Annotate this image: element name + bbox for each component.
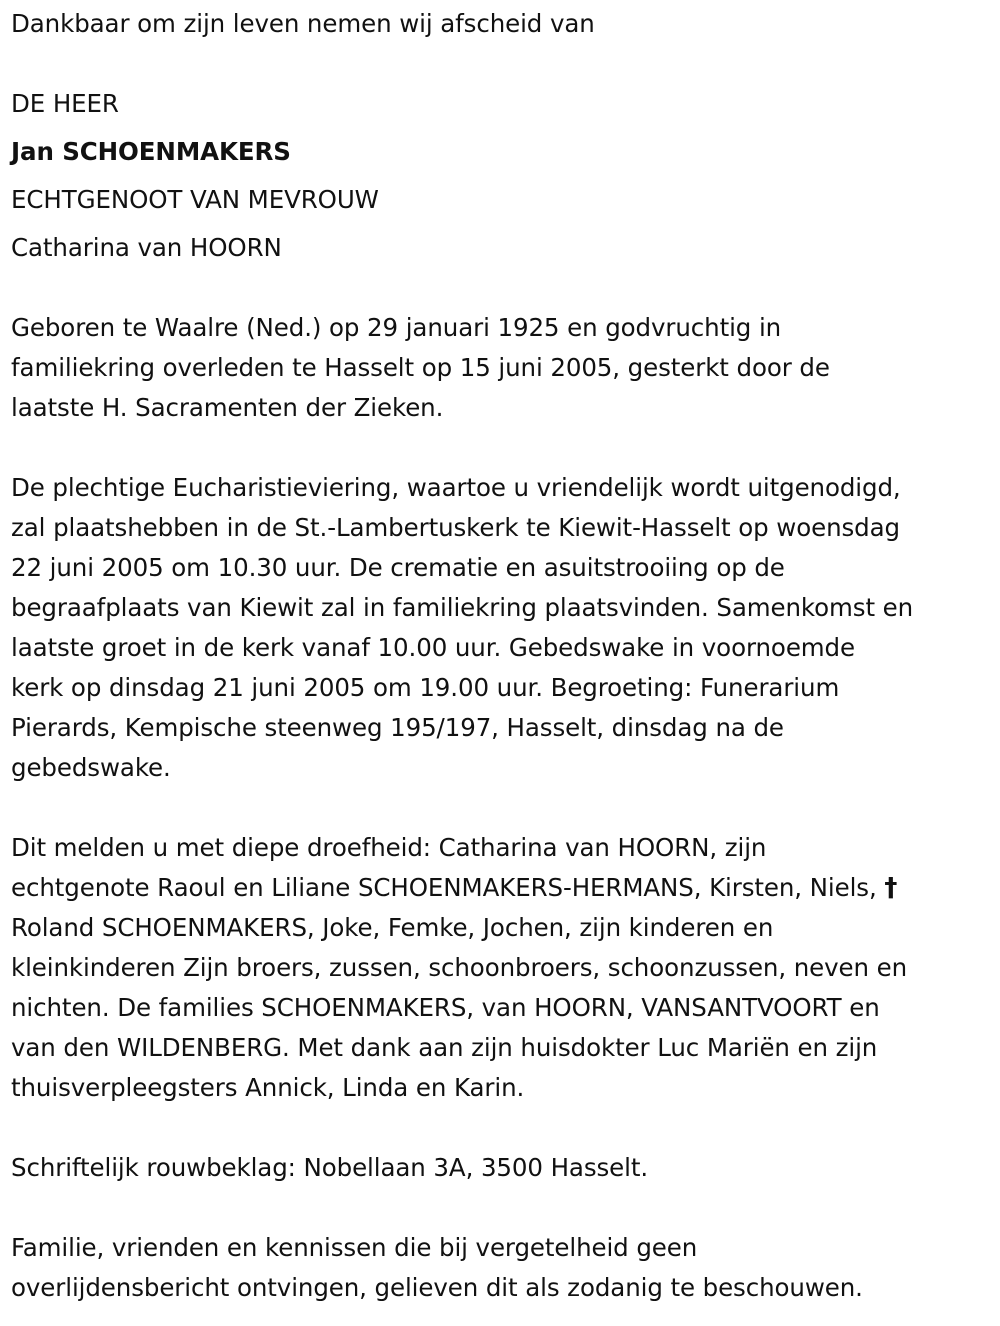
paragraph-line: nichten. De families SCHOENMAKERS, van HOORN, VANSANTVOORT en: [11, 993, 880, 1022]
paragraph-line: Pierards, Kempische steenweg 195/197, Hasselt, dinsdag na de: [11, 713, 784, 742]
paragraph-line: Dit melden u met diepe droefheid: Catharina van HOORN, zijn: [11, 833, 767, 862]
paragraph-line: kerk op dinsdag 21 juni 2005 om 19.00 uur. Begroeting: Funerarium: [11, 673, 840, 702]
paragraph-line: Geboren te Waalre (Ned.) op 29 januari 1925 en godvruchtig in: [11, 313, 782, 342]
birth-death-paragraph: [11, 308, 996, 428]
paragraph-line: zal plaatshebben in de St.-Lambertuskerk te Kiewit-Hasselt op woensdag: [11, 513, 900, 542]
intro-text: Dankbaar om zijn leven nemen wij afscheid van: [11, 9, 595, 38]
spouse-name: Catharina van HOORN: [11, 233, 282, 262]
paragraph-line: kleinkinderen Zijn broers, zussen, schoonbroers, schoonzussen, neven en: [11, 953, 908, 982]
paragraph-line: thuisverpleegsters Annick, Linda en Karin.: [11, 1073, 525, 1102]
paragraph-line-text: echtgenote Raoul en Liliane SCHOENMAKERS-HERMANS, Kirsten, Niels,: [11, 873, 877, 902]
paragraph-line: laatste groet in de kerk vanaf 10.00 uur. Gebedswake in voornoemde: [11, 633, 855, 662]
paragraph-line: De plechtige Eucharistieviering, waartoe u vriendelijk wordt uitgenodigd,: [11, 473, 901, 502]
paragraph-line: gebedswake.: [11, 753, 171, 782]
paragraph-line: Familie, vrienden en kennissen die bij vergetelheid geen: [11, 1233, 698, 1262]
paragraph-line: overlijdensbericht ontvingen, gelieven dit als zodanig te beschouwen.: [11, 1273, 863, 1302]
condolence-paragraph: [11, 1148, 996, 1188]
paragraph-line: begraafplaats van Kiewit zal in familiekring plaatsvinden. Samenkomst en: [11, 593, 914, 622]
closing-paragraph: [11, 1228, 996, 1308]
spouse-title: ECHTGENOOT VAN MEVROUW: [11, 185, 379, 214]
paragraph-line: 22 juni 2005 om 10.30 uur. De crematie en asuitstrooiing op de: [11, 553, 785, 582]
paragraph-line: Roland SCHOENMAKERS, Joke, Femke, Jochen, zijn kinderen en: [11, 913, 774, 942]
condolence-address: Schriftelijk rouwbeklag: Nobellaan 3A, 3500 Hasselt.: [11, 1153, 649, 1182]
ceremony-paragraph: [11, 468, 996, 788]
family-paragraph: [11, 828, 996, 1108]
cross-icon: †: [884, 873, 898, 903]
paragraph-line: familiekring overleden te Hasselt op 15 juni 2005, gesterkt door de: [11, 353, 830, 382]
deceased-name: Jan SCHOENMAKERS: [11, 137, 291, 166]
death-notice: [11, 0, 996, 1308]
paragraph-line-with-cross: [11, 868, 996, 908]
honorific-title: DE HEER: [11, 89, 119, 118]
paragraph-line: laatste H. Sacramenten der Zieken.: [11, 393, 444, 422]
paragraph-line: van den WILDENBERG. Met dank aan zijn huisdokter Luc Mariën en zijn: [11, 1033, 878, 1062]
